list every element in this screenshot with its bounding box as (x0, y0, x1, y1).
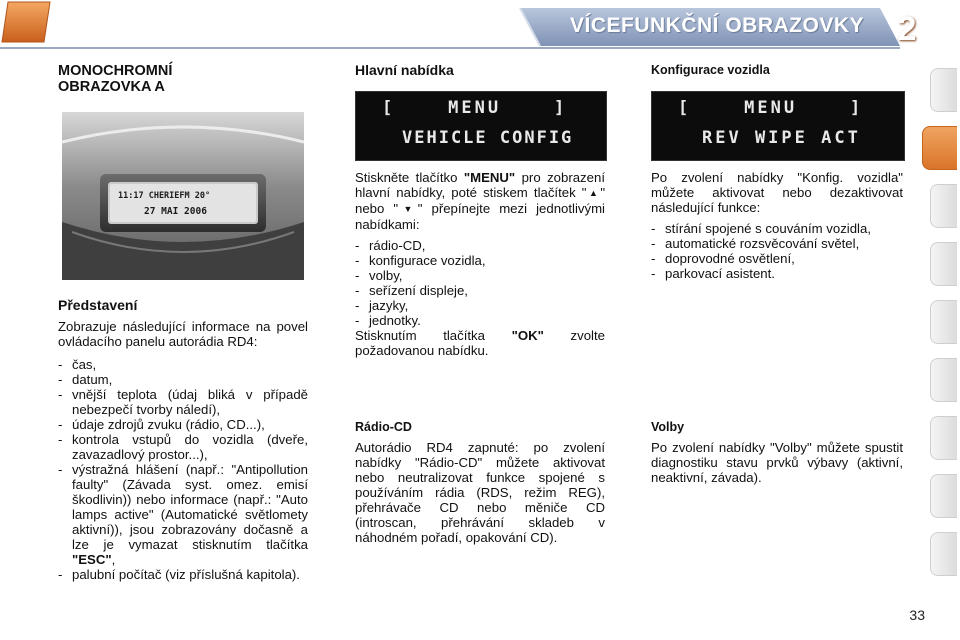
esc-button-label: "ESC" (72, 552, 112, 567)
list-item: - volby, (355, 268, 605, 283)
menu-button-label: "MENU" (463, 170, 516, 185)
page-number: 33 (909, 607, 925, 623)
list-item: - automatické rozsvěcování světel, (651, 236, 903, 251)
config-list (651, 221, 903, 281)
chapter-tab-3[interactable] (930, 184, 957, 228)
heading-predstaveni: Představení (58, 297, 138, 313)
text-span: Stiskněte tlačítko (355, 170, 464, 185)
heading-konfigurace-vozidla: Konfigurace vozidla (651, 63, 770, 77)
ok-instructions (355, 328, 605, 358)
text-span: Stisknutím tlačítka (355, 328, 512, 343)
header-banner (0, 0, 960, 58)
lcd-line-menu: [ MENU ] (678, 98, 864, 118)
volby-text: Po zvolení nabídky "Volby" můžete spustit diagnostiku stavu prvků výbavy (aktivní, neaktivní, závada). (651, 440, 903, 485)
radio-cd-block (355, 420, 605, 545)
up-arrow-icon: ▲ (586, 188, 601, 198)
list-item (58, 462, 308, 567)
chapter-number: 2 (897, 10, 917, 48)
heading-volby: Volby (651, 420, 685, 434)
heading-radio-cd: Rádio-CD (355, 420, 412, 434)
lcd-line-rev-wipe: REV WIPE ACT (702, 128, 861, 148)
list-item: - parkovací asistent. (651, 266, 903, 281)
list-item: - doprovodné osvětlení, (651, 251, 903, 266)
right-text-block (651, 170, 903, 281)
chapter-tab-2[interactable] (922, 126, 957, 170)
volby-block (651, 420, 903, 485)
text-span: " nebo " (355, 185, 605, 216)
lcd-vehicle-config (651, 91, 905, 161)
chapter-tab-6[interactable] (930, 358, 957, 402)
chapter-tab-5[interactable] (930, 300, 957, 344)
list-item: - datum, (58, 372, 308, 387)
list-item: - palubní počítač (viz příslušná kapitola). (58, 567, 308, 582)
middle-column (355, 63, 605, 78)
text-span: zvolte požadovanou nabídku. (355, 328, 605, 358)
left-column (58, 63, 308, 95)
list-item: - seřízení displeje, (355, 283, 605, 298)
list-item: - jednotky. (355, 313, 605, 328)
chapter-tabs (926, 68, 960, 574)
list-item: - kontrola vstupů do vozidla (dveře, zavazadlový prostor...), (58, 432, 308, 462)
list-item-text: výstražná hlášení (např.: "Antipollution faulty" (Závada syst. omez. emisí škodlivin)) nebo informace (např.: "Auto lamps active" (Automatické světlomety aktivní)), jsou zobrazovány dočasně a lze je vymazat stisknutím tlačítka (72, 462, 308, 552)
ok-button-label: "OK" (511, 328, 544, 343)
heading-hlavni-nabidka: Hlavní nabídka (355, 62, 454, 78)
chapter-tab-8[interactable] (930, 474, 957, 518)
lcd-line-menu: [ MENU ] (382, 98, 568, 118)
list-item: - stírání spojené s couváním vozidla, (651, 221, 903, 236)
list-item-suffix: , (111, 552, 116, 567)
down-arrow-icon: ▼ (398, 204, 418, 214)
menu-instructions (355, 170, 605, 232)
menu-list (355, 238, 605, 328)
chapter-tab-1[interactable] (930, 68, 957, 112)
dashboard-photo (62, 112, 304, 280)
text-span: " přepínejte mezi jednotlivými nabídkami: (355, 201, 605, 232)
section-title-monochrome: MONOCHROMNÍ OBRAZOVKA A (58, 63, 173, 95)
chapter-tab-9[interactable] (930, 532, 957, 576)
list-item: - jazyky, (355, 298, 605, 313)
left-text-block (58, 298, 308, 582)
list-item: - konfigurace vozidla, (355, 253, 605, 268)
display-line-time: 11:17 CHERIEFM 20° (118, 191, 211, 201)
text-span: pro zobrazení hlavní nabídky, poté stiskem tlačítek " (355, 170, 605, 200)
list-item: - údaje zdrojů zvuku (rádio, CD...), (58, 417, 308, 432)
right-column (651, 63, 903, 78)
chapter-badge (0, 0, 52, 44)
radio-cd-text: Autorádio RD4 zapnuté: po zvolení nabídky "Rádio-CD" můžete aktivovat nebo neutralizovat funkce spojené s používáním rádia (RDS, režim REG), přehrávače CD nebo měniče CD (introscan, přehrávání skladeb v náhodném pořadí, opakování CD). (355, 440, 605, 545)
lcd-main-menu (355, 91, 607, 161)
list-item: - čas, (58, 357, 308, 372)
list-item: - rádio-CD, (355, 238, 605, 253)
display-line-date: 27 MAI 2006 (144, 206, 207, 217)
info-list (58, 357, 308, 582)
chapter-tab-4[interactable] (930, 242, 957, 286)
page-title: VÍCEFUNKČNÍ OBRAZOVKY (569, 14, 864, 37)
lcd-line-vehicle-config: VEHICLE CONFIG (402, 128, 574, 148)
config-intro: Po zvolení nabídky "Konfig. vozidla" můžete aktivovat nebo dezaktivovat následující funkce: (651, 170, 903, 215)
middle-text-block (355, 170, 605, 358)
intro-text: Zobrazuje následující informace na povel ovládacího panelu autorádia RD4: (58, 319, 308, 349)
list-item: - vnější teplota (údaj bliká v případě nebezpečí tvorby náledí), (58, 387, 308, 417)
chapter-tab-7[interactable] (930, 416, 957, 460)
